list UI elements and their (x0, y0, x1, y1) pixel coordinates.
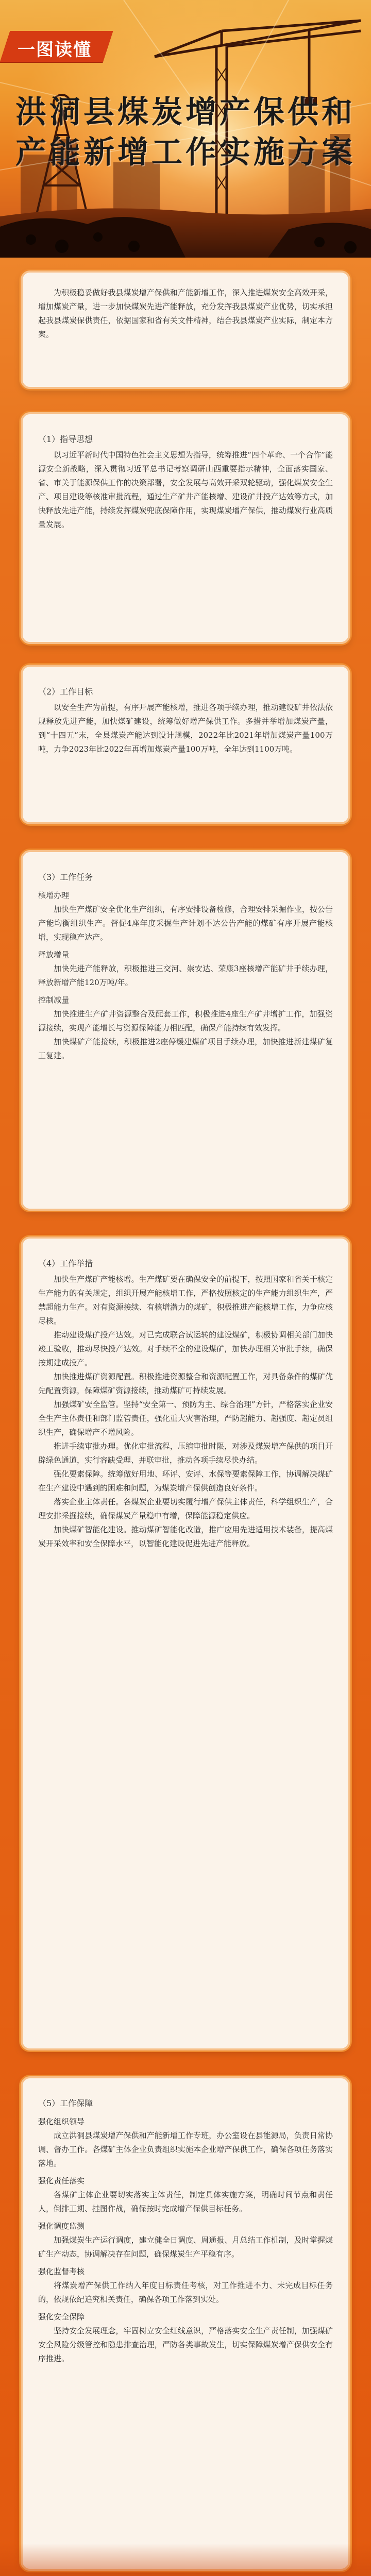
section-heading: （4）工作举措 (38, 1259, 93, 1268)
header-banner (0, 0, 371, 258)
section-work-tasks (21, 850, 350, 1211)
section-body: 以安全生产为前提，有序开展产能核增，推进各项手续办理，推动建设矿井依法依规释放先进产能，加快煤矿建设，统筹做好增产保供工作。多措并举增加煤炭产量，到“十四五”末，全县煤炭产能达到设计规模，2022年比2021年增加煤炭产量100万吨，力争2023年比2022年再增加煤炭产量100万吨，全年达到1100万吨。 (38, 703, 333, 754)
paragraph: 加快推进生产矿井资源整合及配套工作，积极推进4座生产矿井增扩工作，加强资源接续，实现产能增长与资源保障能力相匹配，确保产能持续有效发挥。 (38, 1009, 333, 1032)
paragraph: 加快煤矿产能接续，积极推进2座停缓建煤矿项目手续办理，加快推进新建煤矿复工复建。 (38, 1037, 333, 1060)
paragraph: 加快先进产能释放，积极推进三交河、崇安达、荣康3座核增产能矿井手续办理，释放新增产能120万吨/年。 (38, 964, 333, 987)
subheading-safety: 强化安全保障 (38, 2312, 85, 2321)
paragraph: 各煤矿主体企业要切实落实主体责任，制定具体实施方案，明确时间节点和责任人，倒排工期、挂图作战，确保按时完成增产保供目标任务。 (38, 2190, 333, 2213)
subheading-core-increase: 核增办理 (38, 891, 70, 900)
tag-label: 一图读懂 (18, 40, 92, 60)
subheading-monitoring: 强化调度监测 (38, 2222, 85, 2231)
subheading-assessment: 强化监督考核 (38, 2267, 85, 2276)
intro-text: 为积极稳妥做好我县煤炭增产保供和产能新增工作，深入推进煤炭安全高效开采，增加煤炭产量，进一步加快煤炭先进产能释放，充分发挥我县煤炭产业优势，切实承担起我县煤炭保供责任，依据国家和省有关文件精神，结合我县煤炭产业实际，制定本方案。 (38, 288, 333, 339)
paragraph: 强化要素保障。统筹做好用地、环评、安评、水保等要素保障工作，协调解决煤矿在生产建设中遇到的困难和问题，为煤炭增产保供创造良好条件。 (38, 1469, 333, 1493)
section-heading: （5）工作保障 (38, 2098, 93, 2108)
paragraph: 落实企业主体责任。各煤炭企业要切实履行增产保供主体责任，科学组织生产，合理安排采掘接续，确保煤炭产量稳中有增，保障能源稳定供应。 (38, 1497, 333, 1520)
section-heading: （2）工作目标 (38, 687, 93, 697)
subheading-organization: 强化组织领导 (38, 2117, 85, 2126)
page-title-line1: 洪洞县煤炭增产保供和 (15, 94, 356, 130)
paragraph: 推进手续审批办理。优化审批流程，压缩审批时限，对涉及煤炭增产保供的项目开辟绿色通道，实行容缺受理、并联审批，推动各项手续尽快办结。 (38, 1442, 333, 1465)
paragraph: 加快推进煤矿资源配置。积极推进资源整合和资源配置工作，对具备条件的煤矿优先配置资源，保障煤矿资源接续，推动煤矿可持续发展。 (38, 1372, 333, 1395)
section-heading: （1）指导思想 (38, 434, 93, 444)
section-work-goals (21, 665, 350, 824)
subheading-responsibility: 强化责任落实 (38, 2176, 85, 2185)
paragraph: 加快煤矿智能化建设。推动煤矿智能化改造，推广应用先进适用技术装备，提高煤炭开采效率和安全保障水平，以智能化建设促进先进产能释放。 (38, 1525, 333, 1548)
page-title-line2: 产能新增工作实施方案 (15, 134, 356, 171)
section-body: 以习近平新时代中国特色社会主义思想为指导，统筹推进“四个革命、一个合作”能源安全新战略，深入贯彻习近平总书记考察调研山西重要指示精神，全面落实国家、省、市关于能源保供工作的决策部署，安全发展与高效开采双轮驱动，强化煤炭安全生产、项目建设等核准审批流程，通过生产矿井产能核增、建设矿井投产达效等方式，加快释放先进产能，持续发挥煤炭兜底保障作用，实现煤炭增产保供，推动煤炭行业高质量发展。 (38, 450, 333, 529)
footer-decoration (0, 2544, 371, 2576)
intro-card (21, 270, 350, 389)
section-tag (0, 31, 113, 62)
paragraph: 加强煤炭生产运行调度，建立健全日调度、周通报、月总结工作机制，及时掌握煤矿生产动态，协调解决存在问题，确保煤炭生产平稳有序。 (38, 2235, 333, 2259)
section-guiding-thought (21, 412, 350, 644)
subheading-control-decrement: 控制减量 (38, 995, 70, 1005)
paragraph: 加强煤矿安全监管。坚持“安全第一、预防为主、综合治理”方针，严格落实企业安全生产主体责任和部门监管责任，强化重大灾害治理，严防超能力、超强度、超定员组织生产，确保增产不增风险。 (38, 1400, 333, 1437)
paragraph: 坚持安全发展理念，牢固树立安全红线意识，严格落实安全生产责任制，加强煤矿安全风险分级管控和隐患排查治理，严防各类事故发生，切实保障煤炭增产保供安全有序推进。 (38, 2326, 333, 2363)
paragraph: 加快生产煤矿产能核增。生产煤矿要在确保安全的前提下，按照国家和省关于核定生产能力的有关规定，组织开展产能核增工作，严格按照核定的生产能力组织生产，严禁超能力生产。对有资源接续、有核增潜力的煤矿，积极推进产能核增工作，力争应核尽核。 (38, 1275, 333, 1326)
section-heading: （3）工作任务 (38, 872, 93, 882)
section-work-guarantee (21, 2076, 350, 2571)
paragraph: 加快生产煤矿安全优化生产组织，有序安排设备检修，合理安排采掘作业，按公告产能均衡组织生产。督促4座年度采掘生产计划不达公告产能的煤矿有序开展产能核增，实现稳产达产。 (38, 905, 333, 942)
paragraph: 将煤炭增产保供工作纳入年度目标责任考核，对工作推进不力、未完成目标任务的，依规依纪追究相关责任，确保各项工作落到实处。 (38, 2281, 333, 2304)
paragraph: 推动建设煤矿投产达效。对已完成联合试运转的建设煤矿，积极协调相关部门加快竣工验收，推动尽快投产达效。对手续不全的建设煤矿，加快办理相关审批手续，确保按期建成投产。 (38, 1330, 333, 1367)
subheading-release-increment: 释放增量 (38, 950, 70, 959)
section-work-measures (21, 1236, 350, 2050)
paragraph: 成立洪洞县煤炭增产保供和产能新增工作专班，办公室设在县能源局，负责日常协调、督办工作。各煤矿主体企业负责组织实施本企业增产保供工作，确保各项任务落实落地。 (38, 2131, 333, 2168)
